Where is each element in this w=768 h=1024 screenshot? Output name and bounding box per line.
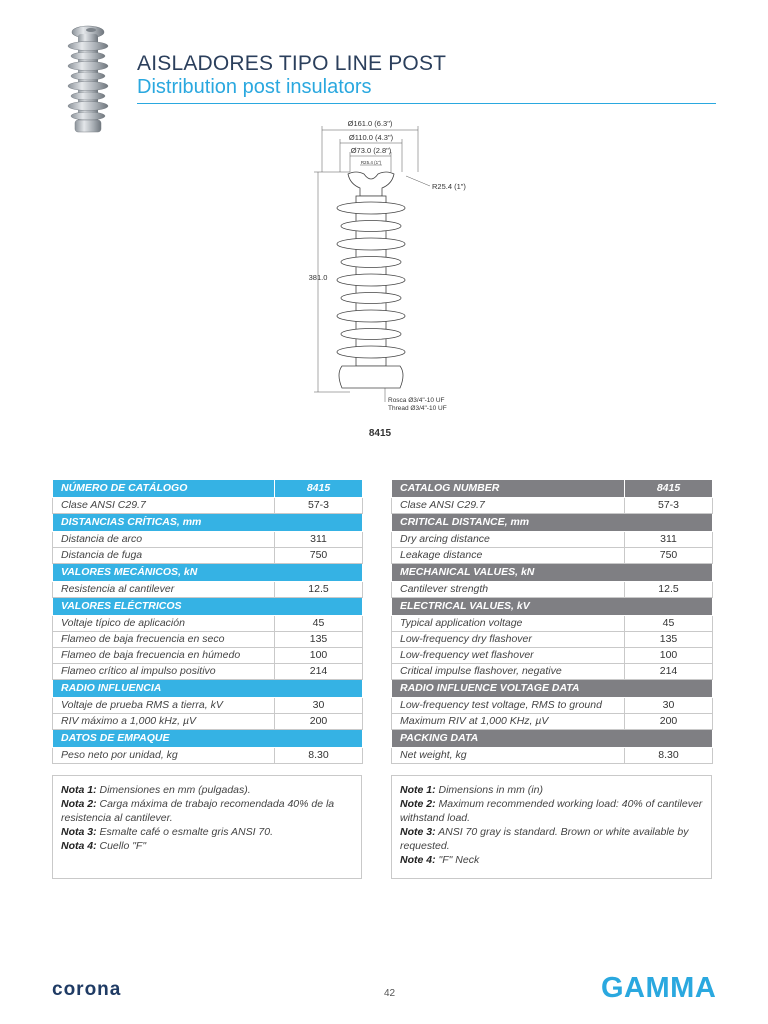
section-title: MECHANICAL VALUES, kN (392, 564, 713, 582)
table-row (53, 582, 363, 598)
row-value: 214 (625, 664, 713, 680)
row-label: Flameo de baja frecuencia en húmedo (53, 648, 275, 664)
thread-es: Rosca Ø3/4"-10 UF (388, 397, 445, 404)
row-label: Low-frequency test voltage, RMS to ground (392, 698, 625, 714)
note-text: Carga máxima de trabajo recomendada 40% de la resistencia al cantilever. (61, 798, 335, 824)
corona-logo: corona (52, 979, 122, 1000)
row-value: 57-3 (275, 498, 363, 514)
row-label: Flameo de baja frecuencia en seco (53, 632, 275, 648)
model-number: 8415 (368, 428, 392, 439)
section-title: RADIO INFLUENCE VOLTAGE DATA (392, 680, 713, 698)
dim-height: 381.0 (308, 273, 328, 282)
note-key: Note 4: (400, 854, 436, 866)
row-value: 57-3 (625, 498, 713, 514)
table-row (53, 748, 363, 764)
row-label: Peso neto por unidad, kg (53, 748, 275, 764)
note-text: Maximum recommended working load: 40% of cantilever withstand load. (400, 798, 703, 824)
row-label: Distancia de fuga (53, 548, 275, 564)
row-value: 30 (275, 698, 363, 714)
note-text: "F" Neck (435, 854, 480, 866)
row-value: 200 (275, 714, 363, 730)
gamma-logo: GAMMA (601, 972, 717, 1004)
section-title: VALORES MECÁNICOS, kN (53, 564, 363, 582)
row-value: 750 (275, 548, 363, 564)
table-row (53, 664, 363, 680)
table-row (392, 664, 713, 680)
table-row (53, 532, 363, 548)
row-label: Resistencia al cantilever (53, 582, 275, 598)
page-subtitle: Distribution post insulators (137, 76, 372, 98)
section-title: DISTANCIAS CRÍTICAS, mm (53, 514, 363, 532)
row-value: 135 (275, 632, 363, 648)
note-key: Note 3: (400, 826, 436, 838)
row-label: Clase ANSI C29.7 (392, 498, 625, 514)
row-value: 311 (625, 532, 713, 548)
table-row (53, 498, 363, 514)
row-label: Clase ANSI C29.7 (53, 498, 275, 514)
row-value: 12.5 (625, 582, 713, 598)
section-header-row (392, 564, 713, 582)
table-row (53, 616, 363, 632)
section-header-row (53, 680, 363, 698)
table-row (392, 632, 713, 648)
row-label: Low-frequency dry flashover (392, 632, 625, 648)
section-header-row (392, 598, 713, 616)
table-row (53, 648, 363, 664)
table-row (392, 748, 713, 764)
row-label: Voltaje de prueba RMS a tierra, kV (53, 698, 275, 714)
note-text: Dimensions in mm (in) (435, 784, 543, 796)
row-value: 214 (275, 664, 363, 680)
note-text: Esmalte café o esmalte gris ANSI 70. (96, 826, 274, 838)
table-row (392, 698, 713, 714)
spec-table-es (52, 479, 363, 764)
section-title: PACKING DATA (392, 730, 713, 748)
row-value: 100 (275, 648, 363, 664)
table-row (392, 714, 713, 730)
note-item (61, 783, 353, 797)
table-row (392, 548, 713, 564)
row-label: Critical impulse flashover, negative (392, 664, 625, 680)
note-key: Note 2: (400, 798, 436, 810)
note-key: Nota 3: (61, 826, 97, 838)
page-title: AISLADORES TIPO LINE POST (137, 52, 447, 75)
section-header-row (53, 514, 363, 532)
row-label: Typical application voltage (392, 616, 625, 632)
spec-table-en (391, 479, 713, 764)
dim-outer: Ø161.0 (6.3") (347, 119, 393, 128)
dim-inner: Ø73.0 (2.8") (350, 146, 392, 155)
dim-groove: R25.4 (1") (360, 160, 382, 165)
note-key: Note 1: (400, 784, 436, 796)
row-value: 8.30 (275, 748, 363, 764)
note-item (400, 853, 703, 867)
row-label: Cantilever strength (392, 582, 625, 598)
insulator-photo (58, 22, 116, 134)
row-value: 135 (625, 632, 713, 648)
table-row (392, 532, 713, 548)
section-header-row (392, 514, 713, 532)
note-text: ANSI 70 gray is standard. Brown or white available by requested. (400, 826, 689, 852)
table-header-row (392, 480, 713, 498)
catalog-number-value: 8415 (625, 480, 713, 498)
row-label: Dry arcing distance (392, 532, 625, 548)
row-value: 12.5 (275, 582, 363, 598)
catalog-number-value: 8415 (275, 480, 363, 498)
table-row (53, 632, 363, 648)
row-value: 45 (275, 616, 363, 632)
row-label: Low-frequency wet flashover (392, 648, 625, 664)
row-value: 750 (625, 548, 713, 564)
catalog-number-label: CATALOG NUMBER (392, 480, 625, 498)
section-header-row (53, 730, 363, 748)
catalog-number-label: NÚMERO DE CATÁLOGO (53, 480, 275, 498)
title-divider (137, 103, 716, 104)
row-value: 8.30 (625, 748, 713, 764)
table-row (53, 698, 363, 714)
insulator-drawing (290, 112, 490, 442)
section-title: ELECTRICAL VALUES, kV (392, 598, 713, 616)
table-row (392, 616, 713, 632)
notes-box-en (391, 775, 712, 879)
note-item (61, 839, 353, 853)
note-key: Nota 2: (61, 798, 97, 810)
table-row (392, 648, 713, 664)
page-number: 42 (384, 988, 396, 999)
section-title: DATOS DE EMPAQUE (53, 730, 363, 748)
table-row (392, 582, 713, 598)
row-label: Maximum RIV at 1,000 KHz, µV (392, 714, 625, 730)
note-item (400, 797, 703, 825)
note-key: Nota 4: (61, 840, 97, 852)
row-label: Leakage distance (392, 548, 625, 564)
row-label: RIV máximo a 1,000 kHz, µV (53, 714, 275, 730)
note-text: Cuello "F" (96, 840, 147, 852)
row-label: Flameo crítico al impulso positivo (53, 664, 275, 680)
table-row (392, 498, 713, 514)
row-label: Net weight, kg (392, 748, 625, 764)
note-item (61, 797, 353, 825)
thread-en: Thread Ø3/4"-10 UF (388, 405, 447, 412)
section-title: VALORES ELÉCTRICOS (53, 598, 363, 616)
row-value: 100 (625, 648, 713, 664)
row-value: 45 (625, 616, 713, 632)
note-text: Dimensiones en mm (pulgadas). (96, 784, 251, 796)
row-label: Distancia de arco (53, 532, 275, 548)
section-title: CRITICAL DISTANCE, mm (392, 514, 713, 532)
note-item (400, 783, 703, 797)
row-value: 200 (625, 714, 713, 730)
section-header-row (53, 598, 363, 616)
table-header-row (53, 480, 363, 498)
note-item (61, 825, 353, 839)
section-title: RADIO INFLUENCIA (53, 680, 363, 698)
dim-mid: Ø110.0 (4.3") (348, 133, 394, 142)
section-header-row (392, 730, 713, 748)
note-key: Nota 1: (61, 784, 97, 796)
note-item (400, 825, 703, 853)
row-value: 30 (625, 698, 713, 714)
table-row (53, 714, 363, 730)
table-row (53, 548, 363, 564)
notes-box-es (52, 775, 362, 879)
section-header-row (53, 564, 363, 582)
row-value: 311 (275, 532, 363, 548)
dim-radius: R25.4 (1") (432, 182, 466, 191)
row-label: Voltaje típico de aplicación (53, 616, 275, 632)
section-header-row (392, 680, 713, 698)
